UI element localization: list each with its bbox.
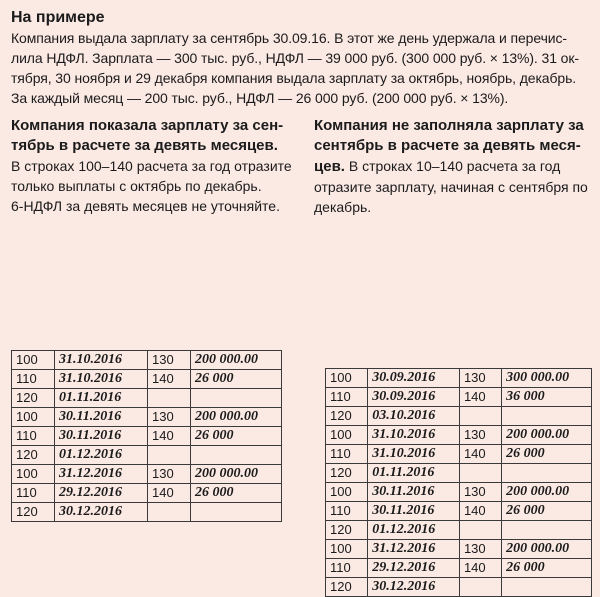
table-row xyxy=(326,559,592,578)
line-code-cell xyxy=(148,389,191,408)
intro-line: тября, 30 ноября и 29 декабря компания выдала зарплату за октябрь, ноябрь, декабрь. xyxy=(11,70,577,86)
amount-cell: 200 000.00 xyxy=(191,351,282,370)
amount-cell: 200 000.00 xyxy=(502,540,592,559)
amount-cell: 26 000 xyxy=(191,427,282,446)
line-code-cell: 100 xyxy=(12,465,55,484)
amount-cell xyxy=(191,446,282,465)
left-text-line: только выплаты с октябрь по декабрь. xyxy=(11,178,262,194)
line-code-cell xyxy=(148,503,191,522)
table-row xyxy=(12,503,282,522)
intro-heading: На примере xyxy=(11,9,105,26)
line-code-cell: 110 xyxy=(326,502,368,521)
date-cell: 30.09.2016 xyxy=(368,369,460,388)
line-code-cell: 100 xyxy=(326,426,368,445)
amount-cell xyxy=(502,578,592,597)
amount-cell: 26 000 xyxy=(502,445,592,464)
date-cell: 03.10.2016 xyxy=(368,407,460,426)
table-row xyxy=(326,407,592,426)
date-cell: 30.12.2016 xyxy=(55,503,148,522)
line-code-cell: 100 xyxy=(326,369,368,388)
left-text-line: 6-НДФЛ за девять месяцев не уточняйте. xyxy=(11,198,280,214)
table-row xyxy=(326,502,592,521)
line-code-cell: 130 xyxy=(459,426,501,445)
table-row xyxy=(326,521,592,540)
line-code-cell: 140 xyxy=(148,484,191,503)
line-code-cell: 130 xyxy=(459,540,501,559)
intro-line: Компания выдала зарплату за сентябрь 30.09.16. В этот же день удержала и перечис- xyxy=(11,30,567,46)
line-code-cell: 140 xyxy=(148,427,191,446)
table-row xyxy=(326,483,592,502)
amount-cell: 300 000.00 xyxy=(502,369,592,388)
line-code-cell: 100 xyxy=(326,540,368,559)
line-code-cell: 110 xyxy=(12,370,55,389)
left-heading-line: тябрь в расчете за девять месяцев. xyxy=(11,137,278,154)
table-row xyxy=(326,426,592,445)
right-table xyxy=(325,368,592,597)
line-code-cell: 120 xyxy=(12,389,55,408)
table-row xyxy=(326,578,592,597)
table-row xyxy=(12,446,282,465)
date-cell: 01.11.2016 xyxy=(55,389,148,408)
line-code-cell: 110 xyxy=(12,484,55,503)
line-code-cell: 110 xyxy=(12,427,55,446)
right-text-line: отразите зарплату, начиная с сентября по xyxy=(314,179,588,195)
line-code-cell xyxy=(459,464,501,483)
date-cell: 30.11.2016 xyxy=(368,483,460,502)
date-cell: 30.11.2016 xyxy=(368,502,460,521)
amount-cell: 200 000.00 xyxy=(191,465,282,484)
line-code-cell: 140 xyxy=(459,445,501,464)
line-code-cell: 120 xyxy=(326,464,368,483)
line-code-cell: 120 xyxy=(12,446,55,465)
date-cell: 01.12.2016 xyxy=(368,521,460,540)
amount-cell: 36 000 xyxy=(502,388,592,407)
amount-cell xyxy=(191,389,282,408)
table-row xyxy=(12,427,282,446)
table-row xyxy=(12,389,282,408)
amount-cell xyxy=(502,464,592,483)
date-cell: 31.10.2016 xyxy=(368,426,460,445)
line-code-cell: 120 xyxy=(12,503,55,522)
left-heading-line: Компания показала зарплату за сен- xyxy=(11,117,284,134)
line-code-cell: 130 xyxy=(148,465,191,484)
amount-cell: 26 000 xyxy=(191,370,282,389)
line-code-cell: 130 xyxy=(459,369,501,388)
line-code-cell: 110 xyxy=(326,445,368,464)
date-cell: 29.12.2016 xyxy=(368,559,460,578)
date-cell: 31.10.2016 xyxy=(55,351,148,370)
date-cell: 29.12.2016 xyxy=(55,484,148,503)
right-text-first xyxy=(314,156,592,177)
line-code-cell: 140 xyxy=(459,559,501,578)
line-code-cell: 100 xyxy=(12,351,55,370)
left-column xyxy=(11,116,297,216)
date-cell: 31.12.2016 xyxy=(55,465,148,484)
line-code-cell: 130 xyxy=(459,483,501,502)
line-code-cell: 110 xyxy=(326,559,368,578)
amount-cell: 26 000 xyxy=(502,559,592,578)
table-row xyxy=(12,484,282,503)
table-row xyxy=(326,540,592,559)
line-code-cell xyxy=(459,578,501,597)
left-text-line: В строках 100–140 расчета за год отразите xyxy=(11,158,292,174)
date-cell: 01.12.2016 xyxy=(55,446,148,465)
line-code-cell: 110 xyxy=(326,388,368,407)
line-code-cell: 140 xyxy=(148,370,191,389)
line-code-cell xyxy=(459,521,501,540)
table-row xyxy=(12,465,282,484)
line-code-cell: 140 xyxy=(459,388,501,407)
date-cell: 31.10.2016 xyxy=(55,370,148,389)
amount-cell: 200 000.00 xyxy=(502,426,592,445)
line-code-cell xyxy=(148,446,191,465)
amount-cell xyxy=(191,503,282,522)
left-table xyxy=(11,350,282,522)
line-code-cell: 120 xyxy=(326,407,368,426)
table-row xyxy=(12,370,282,389)
intro-line: лила НДФЛ. Зарплата — 300 тыс. руб., НДФЛ — 39 000 руб. (300 000 руб. × 13%). 31 ок- xyxy=(11,50,579,66)
line-code-cell xyxy=(459,407,501,426)
amount-cell: 26 000 xyxy=(502,502,592,521)
date-cell: 30.11.2016 xyxy=(55,408,148,427)
amount-cell: 200 000.00 xyxy=(502,483,592,502)
table-row xyxy=(326,445,592,464)
right-column xyxy=(314,116,592,217)
table-row xyxy=(326,464,592,483)
date-cell: 30.09.2016 xyxy=(368,388,460,407)
table-row xyxy=(326,369,592,388)
date-cell: 31.10.2016 xyxy=(368,445,460,464)
date-cell: 01.11.2016 xyxy=(368,464,460,483)
line-code-cell: 120 xyxy=(326,578,368,597)
amount-cell: 26 000 xyxy=(191,484,282,503)
amount-cell xyxy=(502,521,592,540)
right-heading-line: цев. xyxy=(314,158,345,175)
table-row xyxy=(12,351,282,370)
right-heading-line: Компания не заполняла зарплату за xyxy=(314,117,584,134)
line-code-cell: 130 xyxy=(148,408,191,427)
date-cell: 30.12.2016 xyxy=(368,578,460,597)
line-code-cell: 130 xyxy=(148,351,191,370)
line-code-cell: 100 xyxy=(326,483,368,502)
date-cell: 30.11.2016 xyxy=(55,427,148,446)
date-cell: 31.12.2016 xyxy=(368,540,460,559)
line-code-cell: 100 xyxy=(12,408,55,427)
table-row xyxy=(12,408,282,427)
amount-cell: 200 000.00 xyxy=(191,408,282,427)
table-row xyxy=(326,388,592,407)
right-heading-line: сентябрь в расчете за девять меся- xyxy=(314,137,581,154)
intro-line: За каждый месяц — 200 тыс. руб., НДФЛ — 26 000 руб. (200 000 руб. × 13%). xyxy=(11,90,509,106)
amount-cell xyxy=(502,407,592,426)
right-text-line: декабрь. xyxy=(314,199,372,215)
line-code-cell: 120 xyxy=(326,521,368,540)
right-text-line: В строках 10–140 расчета за год xyxy=(344,158,561,174)
line-code-cell: 140 xyxy=(459,502,501,521)
